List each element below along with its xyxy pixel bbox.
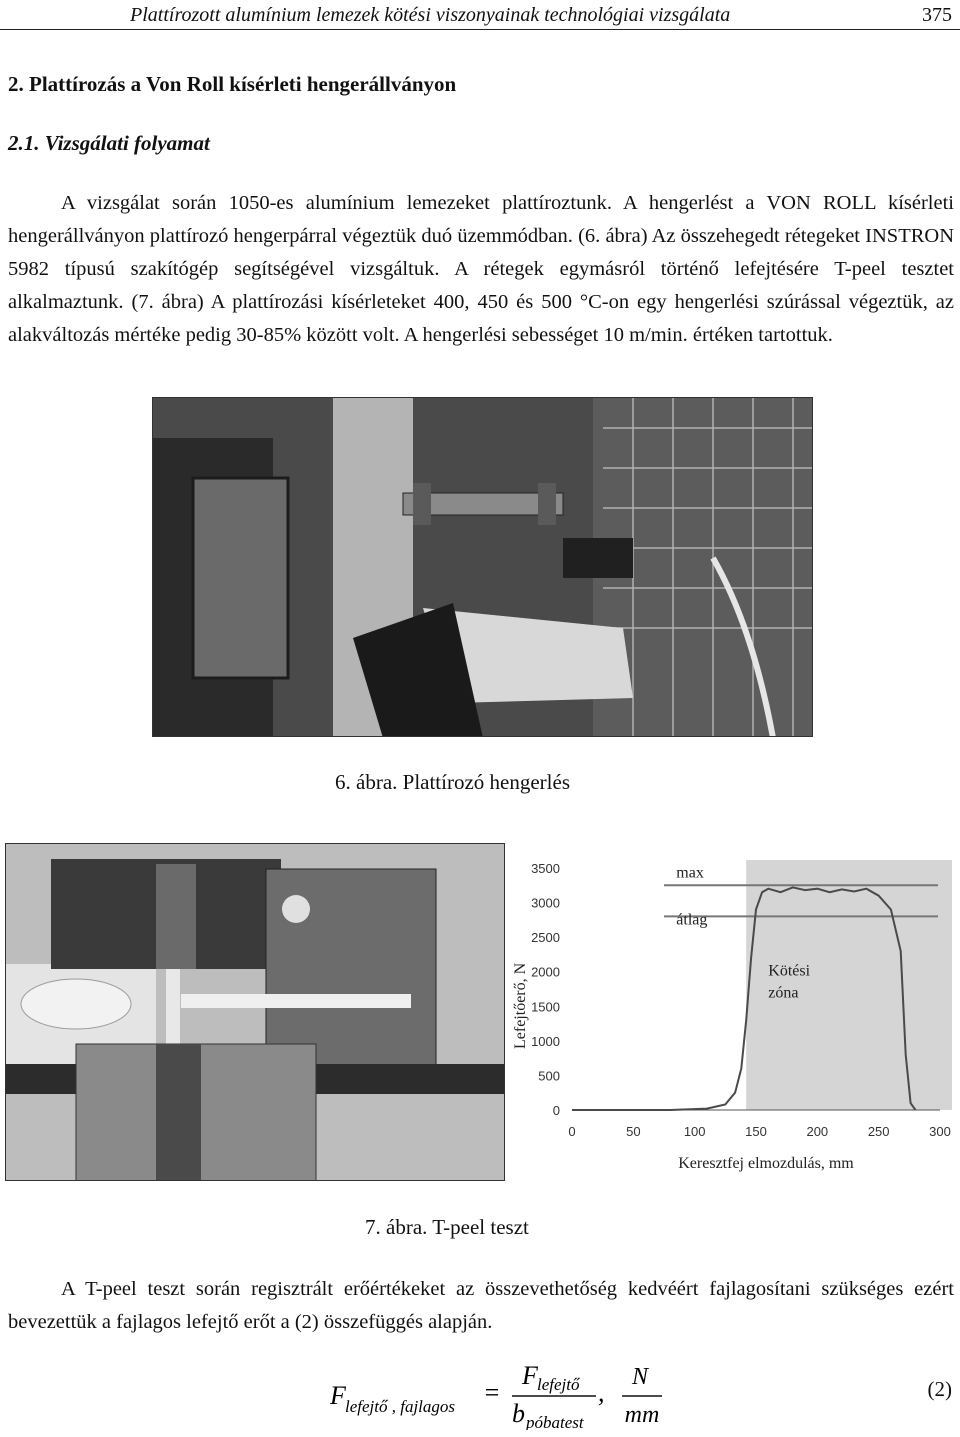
x-tick-label: 0 [568, 1124, 576, 1139]
running-header [0, 0, 960, 30]
x-tick-label: 100 [683, 1124, 706, 1139]
y-axis-label: Lefejtőerő, N [512, 962, 529, 1049]
y-tick-label: 3500 [531, 861, 560, 876]
denominator-subscript: póbatest [526, 1413, 584, 1430]
lhs-symbol: F [330, 1381, 346, 1410]
x-axis-label: Keresztfej elmozdulás, mm [678, 1155, 854, 1172]
unit-denominator: mm [624, 1402, 660, 1428]
y-tick-label: 500 [538, 1068, 560, 1084]
y-tick-label: 2000 [531, 964, 560, 980]
numerator-symbol: F [522, 1361, 538, 1390]
reference-line-label: átlag [676, 911, 708, 929]
x-tick-label: 50 [626, 1124, 641, 1139]
x-tick-label: 300 [929, 1124, 951, 1139]
zone-label-line2: zóna [768, 984, 799, 1002]
zone-label-line1: Kötési [768, 962, 811, 980]
subsection-heading: 2.1. Vizsgálati folyamat [8, 131, 210, 155]
t-peel-test-photo [5, 843, 505, 1181]
y-tick-label: 1000 [531, 1033, 560, 1049]
lhs-subscript: lefejtő , fajlagos [345, 1397, 456, 1416]
y-tick-label: 2500 [531, 930, 560, 946]
y-tick-label: 3000 [531, 895, 560, 911]
paragraph-2: A T-peel teszt során regisztrált erőértékeket az összevethetőség kedvéért fajlagosítani szükséges ezért bevezettük a fajlagos lefejtő erőt a (2) összefüggés alapján. [8, 1278, 954, 1333]
denominator-symbol: b [512, 1399, 525, 1428]
t-peel-chart [505, 843, 957, 1181]
equation-number: (2) [927, 1377, 952, 1401]
unit-numerator: N [631, 1364, 649, 1390]
figure-7-caption: 7. ábra. T-peel teszt [365, 1215, 529, 1239]
x-tick-label: 250 [867, 1124, 890, 1139]
reference-line-label: max [676, 864, 704, 882]
rolling-mill-photo [152, 397, 813, 737]
x-tick-label: 150 [745, 1124, 767, 1139]
y-tick-label: 0 [552, 1103, 560, 1118]
formula-2 [330, 1356, 690, 1430]
page-number: 375 [922, 4, 952, 26]
comma: , [598, 1378, 605, 1407]
running-title: Plattírozott alumínium lemezek kötési viszonyainak technológiai vizsgálata [130, 4, 731, 26]
paragraph-1: A vizsgálat során 1050-es alumínium lemezeket plattíroztunk. A hengerlést a VON ROLL kísérleti hengerállványon plattírozó hengerpárral végeztük duó üzemmódban. (6. ábra) Az összehegedt rétegeket INSTRON 5982 típusú szakítógép segítségével vizsgáltuk. A rétegek egymásról történő lefejtésére T-peel tesztet alkalmaztunk. (7. ábra) A plattírozási kísérleteket 400, 450 és 500 °C-on egy hengerlési szúrással végeztük, az alakváltozás mértéke pedig 30-85% között volt. A hengerlési sebességet 10 m/min. értéken tartottuk. [8, 192, 954, 346]
numerator-subscript: lefejtő [537, 1375, 580, 1394]
figure-6-caption: 6. ábra. Plattírozó hengerlés [335, 770, 570, 794]
y-tick-label: 1500 [531, 999, 560, 1015]
equals-sign: = [483, 1378, 501, 1407]
x-tick-label: 200 [806, 1124, 829, 1139]
section-heading: 2. Plattírozás a Von Roll kísérleti hengerállványon [8, 72, 457, 96]
